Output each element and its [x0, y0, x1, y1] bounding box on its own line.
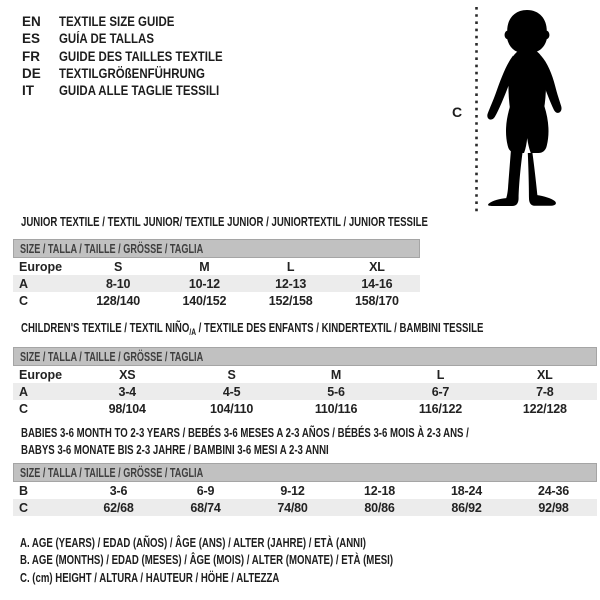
table-cell: M [330, 367, 342, 382]
babies-table [13, 463, 597, 516]
table-cell: 14-16 [361, 276, 393, 291]
language-row-fr [22, 48, 252, 65]
table-cell: S [114, 259, 123, 274]
table-header-bar [13, 463, 597, 482]
row-label: C [19, 401, 29, 416]
table-row [13, 499, 597, 516]
table-cell: 86/92 [451, 500, 482, 515]
table-row [13, 400, 597, 417]
language-code: DE [22, 66, 41, 82]
table-cell: 8-10 [106, 276, 131, 291]
footnotes [20, 534, 524, 586]
language-code: EN [22, 14, 41, 30]
table-cell: 10-12 [188, 276, 220, 291]
row-label: C [19, 293, 29, 308]
height-measure-label: C [452, 104, 463, 120]
language-label: GUIDE DES TAILLES TEXTILE [59, 48, 223, 64]
table-cell: S [227, 367, 236, 382]
row-label: A [19, 276, 29, 291]
table-cell: L [286, 259, 295, 274]
row-label: B [19, 483, 29, 498]
table-header-bar [13, 239, 420, 258]
title-text: / TEXTILE DES ENFANTS / KINDERTEXTIL / BAMBINI TESSILE [195, 320, 484, 335]
height-dotted-line [474, 7, 479, 213]
language-label: GUÍA DE TALLAS [59, 31, 154, 47]
table-cell: 3-6 [109, 483, 128, 498]
children-table [13, 347, 597, 417]
table-cell: 18-24 [451, 483, 482, 498]
title-line-1: BABIES 3-6 MONTH TO 2-3 YEARS / BEBÉS 3-6 MESES A 2-3 AÑOS / BÉBÉS 3-6 MOIS À 2-3 ANS / [21, 425, 469, 440]
children-table-rows [13, 366, 597, 417]
language-row-it [22, 82, 252, 99]
table-cell: L [436, 367, 445, 382]
junior-table-rows [13, 258, 420, 309]
language-code: FR [22, 48, 40, 64]
footnote-a: A. AGE (YEARS) / EDAD (AÑOS) / ÂGE (ANS) / ALTER (JAHRE) / ETÀ (ANNI) [20, 535, 366, 550]
babies-table-title [21, 424, 469, 458]
table-header-bar [13, 347, 597, 366]
table-cell: 24-36 [538, 483, 569, 498]
table-cell: 92/98 [538, 500, 569, 515]
children-table-title [21, 319, 483, 338]
table-cell: 12-18 [364, 483, 395, 498]
row-label: A [19, 384, 29, 399]
footnote-c: C. (cm) HEIGHT / ALTURA / HAUTEUR / HÖHE / ALTEZZA [20, 569, 280, 585]
table-cell: 7-8 [536, 384, 554, 399]
language-row-de [22, 65, 252, 82]
title-line-2: BABYS 3-6 MONATE BIS 2-3 JAHRE / BAMBINI 3-6 MESI A 2-3 ANNI [21, 442, 329, 457]
table-cell: 128/140 [96, 293, 141, 308]
table-cell: 116/122 [418, 401, 462, 416]
table-cell: 104/110 [210, 401, 254, 416]
table-row [13, 383, 597, 400]
table-header-text: SIZE / TALLA / TAILLE / GRÖSSE / TAGLIA [20, 241, 204, 256]
table-cell: 74/80 [277, 500, 308, 515]
junior-table-title: JUNIOR TEXTILE / TEXTIL JUNIOR/ TEXTILE JUNIOR / JUNIORTEXTIL / JUNIOR TESSILE [21, 214, 428, 229]
table-cell: 68/74 [190, 500, 221, 515]
table-row [13, 292, 420, 309]
language-label: GUIDA ALLE TAGLIE TESSILI [59, 83, 220, 99]
table-header-text: SIZE / TALLA / TAILLE / GRÖSSE / TAGLIA [20, 465, 204, 480]
table-row [13, 258, 420, 275]
table-cell: 158/170 [354, 293, 399, 308]
table-row [13, 275, 420, 292]
table-cell: 110/116 [314, 401, 358, 416]
language-code: IT [22, 83, 34, 99]
row-label: Europe [19, 367, 63, 382]
table-cell: 6-7 [431, 384, 450, 399]
language-list [22, 13, 252, 99]
table-cell: XL [369, 259, 385, 274]
table-cell: 98/104 [108, 401, 146, 416]
table-cell: M [199, 259, 210, 274]
table-cell: 12-13 [275, 276, 307, 291]
language-label: TEXTILE SIZE GUIDE [59, 14, 175, 30]
title-subscript: /A [189, 327, 196, 337]
title-text: CHILDREN'S TEXTILE / TEXTIL NIÑO [21, 320, 190, 335]
table-cell: 152/158 [268, 293, 313, 308]
table-cell: XL [537, 367, 553, 382]
table-cell: 80/86 [364, 500, 395, 515]
table-cell: 140/152 [182, 293, 227, 308]
junior-table [13, 239, 420, 309]
table-cell: 5-6 [327, 384, 345, 399]
language-row-es [22, 30, 252, 47]
language-code: ES [22, 31, 41, 47]
table-header-text: SIZE / TALLA / TAILLE / GRÖSSE / TAGLIA [20, 349, 204, 364]
language-label: TEXTILGRÖßENFÜHRUNG [59, 66, 205, 82]
table-cell: 122/128 [522, 401, 567, 416]
table-row [13, 366, 597, 383]
table-cell: 4-5 [222, 384, 241, 399]
table-cell: 6-9 [196, 483, 215, 498]
table-cell: XS [119, 367, 136, 382]
table-row [13, 482, 597, 499]
toddler-silhouette-icon [481, 8, 573, 206]
row-label: C [19, 500, 29, 515]
babies-table-rows [13, 482, 597, 516]
table-cell: 3-4 [118, 384, 136, 399]
table-cell: 62/68 [103, 500, 134, 515]
table-cell: 9-12 [280, 483, 305, 498]
footnote-b: B. AGE (MONTHS) / EDAD (MESES) / ÂGE (MOIS) / ALTER (MONATE) / ETÀ (MESI) [20, 552, 394, 568]
language-row-en [22, 13, 252, 30]
row-label: Europe [19, 259, 63, 274]
